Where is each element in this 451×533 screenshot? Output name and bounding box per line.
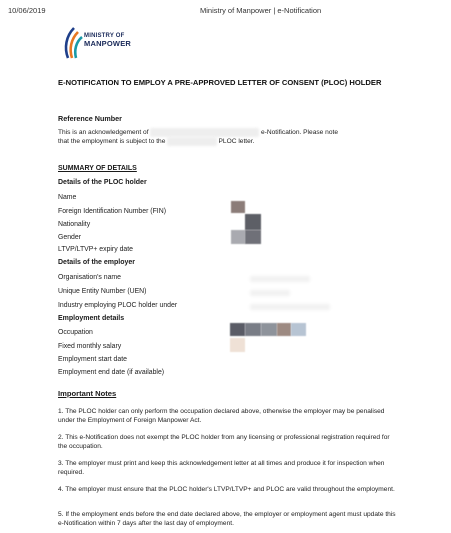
redacted-value-block — [277, 323, 291, 336]
employer-heading: Details of the employer — [58, 259, 136, 266]
field-occupation-label: Occupation — [58, 329, 93, 336]
ploc-holder-heading: Details of the PLOC holder — [58, 179, 147, 186]
ack-part-4: PLOC letter. — [218, 138, 255, 145]
reference-number-label: Reference Number — [58, 114, 122, 123]
mom-logo-mark-icon — [62, 26, 84, 60]
redacted-value-block — [261, 323, 277, 336]
note-item-3: 3. The employer must print and keep this acknowledgement letter at all times and produce it for inspection when required. — [58, 460, 385, 476]
redacted-value-block — [230, 338, 245, 352]
redacted-value-block — [250, 290, 290, 296]
note-item-1: 1. The PLOC holder can only perform the occupation declared above, otherwise the employer may be penalised under the Employment of Foreign Manpower Act. — [58, 408, 385, 424]
document-title: E-NOTIFICATION TO EMPLOY A PRE-APPROVED LETTER OF CONSENT (PLOC) HOLDER — [58, 78, 382, 87]
acknowledgement-text — [58, 128, 408, 146]
field-name-label: Name — [58, 194, 77, 201]
field-salary-label: Fixed monthly salary — [58, 343, 122, 350]
ack-part-2: e-Notification. Please note — [261, 129, 338, 136]
field-fin-label: Foreign Identification Number (FIN) — [58, 208, 166, 215]
field-organisation-label: Organisation's name — [58, 274, 121, 281]
print-header — [0, 6, 451, 18]
note-item-5: 5. If the employment ends before the end date declared above, the employer or employment agent must update this e-Notification within 7 days after the last day of employment. — [58, 511, 396, 527]
summary-heading: SUMMARY OF DETAILS — [58, 165, 137, 172]
ack-part-1: This is an acknowledgement of — [58, 129, 149, 136]
redacted-value-block — [291, 323, 306, 336]
logo-line-1: MINISTRY OF — [84, 33, 125, 39]
redacted-value-block — [245, 230, 261, 244]
important-notes-heading: Important Notes — [58, 389, 117, 398]
note-item-4: 4. The employer must ensure that the PLOC holder's LTVP/LTVP+ and PLOC are valid throughout the employment. — [58, 486, 395, 493]
redacted-text: xxxxxxxxxxxxxxx — [167, 138, 217, 145]
redacted-value-block — [245, 214, 261, 230]
note-item-2: 2. This e-Notification does not exempt the PLOC holder from any licensing or professional registration required for the occupation. — [58, 434, 390, 450]
logo-wordmark — [84, 33, 131, 47]
field-start-date-label: Employment start date — [58, 356, 127, 363]
field-end-date-label: Employment end date (if available) — [58, 369, 165, 376]
redacted-value-block — [250, 276, 310, 282]
field-ltvp-expiry-label: LTVP/LTVP+ expiry date — [58, 246, 134, 253]
redacted-text: xxxxxxxxxxxxxxxxxxxxxxxxxxxxxxxxx — [150, 129, 260, 136]
print-title: Ministry of Manpower | e-Notification — [200, 6, 322, 15]
field-industry-label: Industry employing PLOC holder under — [58, 302, 178, 309]
redacted-value-block — [245, 323, 261, 336]
logo-line-2: MANPOWER — [84, 39, 132, 48]
redacted-value-block — [231, 230, 245, 244]
field-gender-label: Gender — [58, 234, 81, 241]
employment-details-heading: Employment details — [58, 315, 125, 322]
redacted-value-block — [250, 304, 330, 310]
redacted-value-block — [231, 201, 245, 213]
mom-logo — [62, 26, 152, 62]
redacted-value-block — [230, 323, 245, 336]
field-nationality-label: Nationality — [58, 221, 91, 228]
ack-part-3: that the employment is subject to the — [58, 138, 166, 145]
print-date: 10/06/2019 — [8, 6, 46, 15]
field-uen-label: Unique Entity Number (UEN) — [58, 288, 147, 295]
